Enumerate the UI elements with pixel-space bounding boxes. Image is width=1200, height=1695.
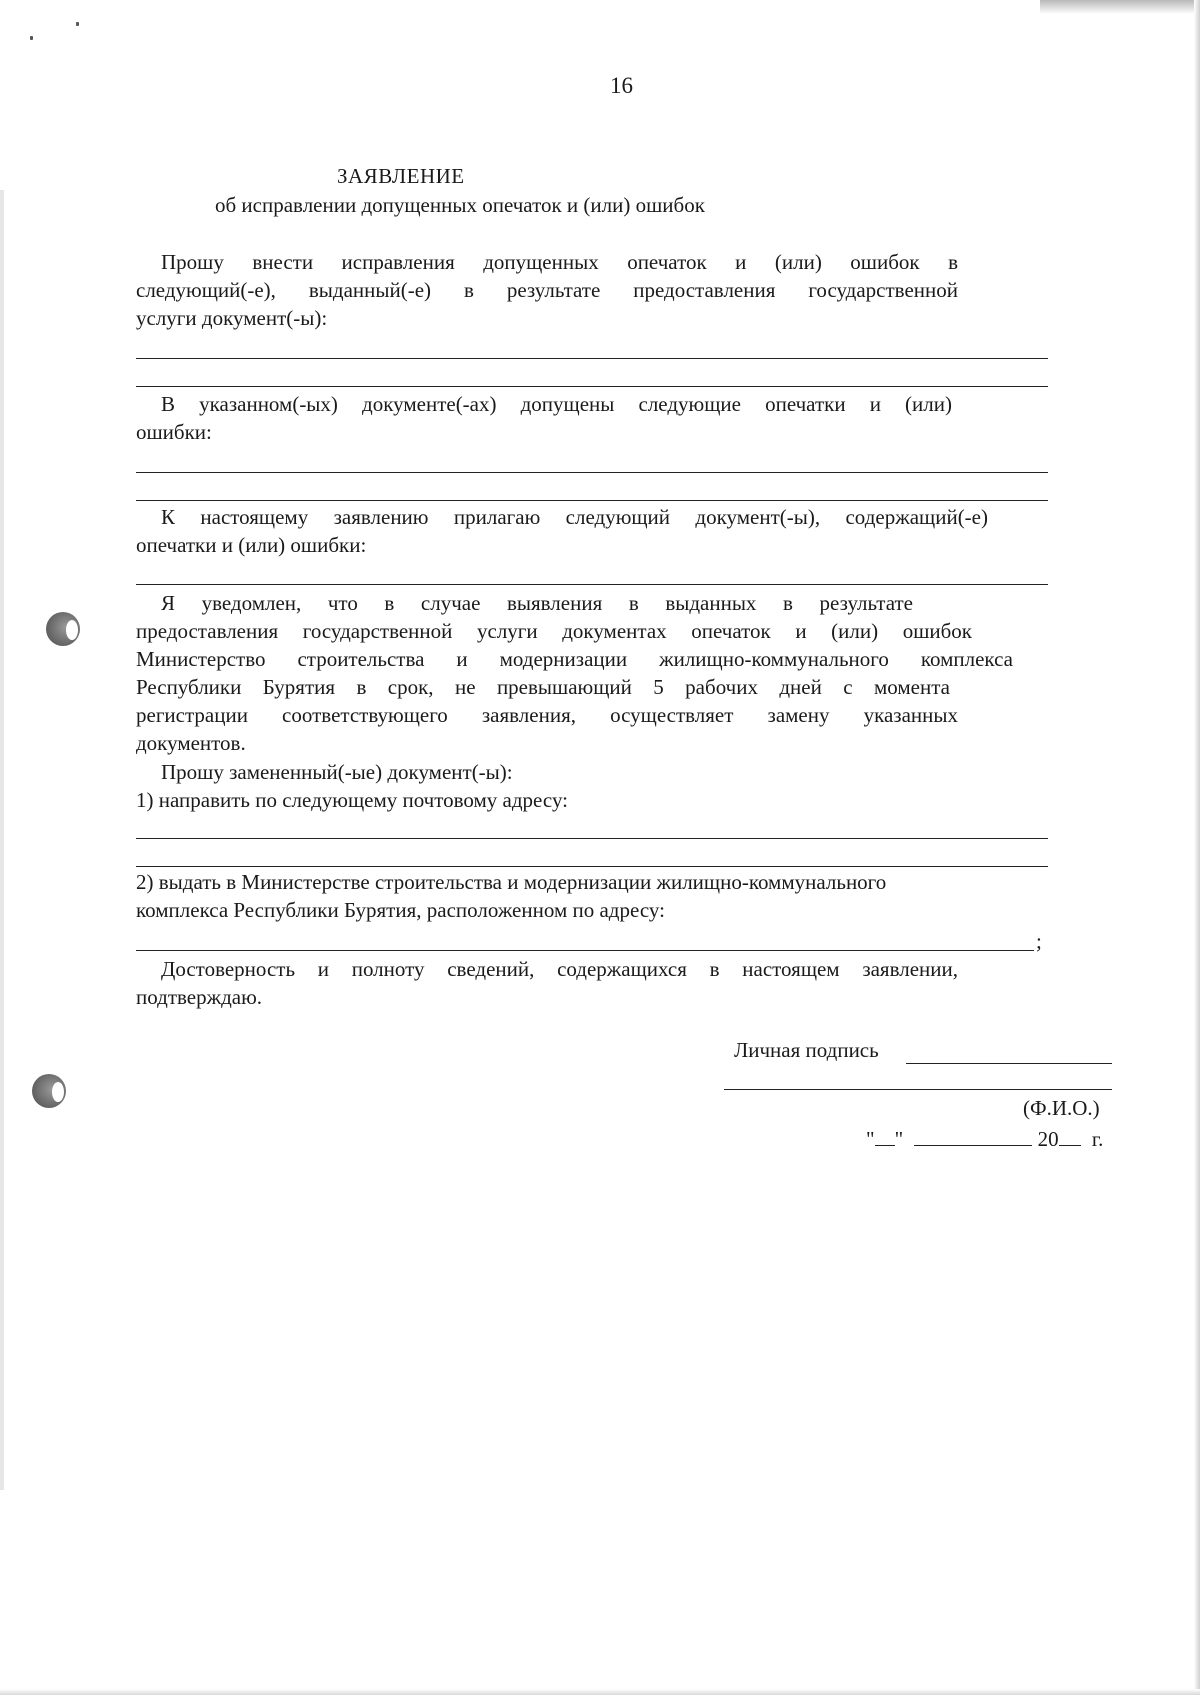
paragraph-line: К настоящему заявлению прилагаю следующий документ(-ы), содержащий(-е) — [161, 505, 988, 529]
date-close-quote: " — [894, 1127, 904, 1151]
confirmation-paragraph — [136, 955, 958, 1011]
request-line: Прошу замененный(-ые) документ(-ы): — [161, 760, 513, 784]
paragraph-line: Республики Бурятия в срок, не превышающий 5 рабочих дней с момента — [136, 675, 950, 699]
errors-fill-line[interactable] — [136, 472, 1048, 473]
scan-shadow-right — [1194, 0, 1200, 1695]
paragraph-line: документов. — [136, 731, 246, 755]
punch-hole-icon — [46, 612, 80, 646]
attachment-fill-line[interactable] — [136, 584, 1048, 585]
documents-fill-line[interactable] — [136, 386, 1048, 387]
scan-shadow-left — [0, 190, 4, 1490]
paragraph-line: услуги документ(-ы): — [136, 306, 328, 330]
paragraph-line: регистрации соответствующего заявления, осуществляет замену указанных — [136, 703, 958, 727]
paragraph-line: следующий(-е), выданный(-е) в результате предоставления государственной — [136, 278, 958, 302]
date-row — [866, 1125, 1103, 1153]
scan-speck — [76, 22, 79, 26]
paragraph-line: Министерство строительства и модернизации жилищно-коммунального комплекса — [136, 647, 1013, 671]
date-open-quote: " — [866, 1127, 875, 1151]
paragraph-line: ошибки: — [136, 420, 212, 444]
errors-paragraph — [136, 390, 952, 446]
page-number: 16 — [610, 73, 633, 98]
request-paragraph — [136, 248, 958, 332]
paragraph-line: Прошу внести исправления допущенных опечаток и (или) ошибок в — [161, 250, 958, 274]
document-subtitle: об исправлении допущенных опечаток и (или) ошибок — [215, 193, 705, 217]
paragraph-line: комплекса Республики Бурятия, расположенном по адресу: — [136, 898, 665, 922]
paragraph-line: подтверждаю. — [136, 985, 263, 1009]
punch-hole-icon — [32, 1074, 66, 1108]
signature-label: Личная подпись — [734, 1038, 879, 1062]
month-fill-line[interactable] — [914, 1125, 1032, 1146]
postal-address-fill-line[interactable] — [136, 838, 1048, 839]
fio-fill-line[interactable] — [724, 1089, 1112, 1090]
errors-fill-line[interactable] — [136, 500, 1048, 501]
year-fill-line[interactable] — [1059, 1125, 1081, 1146]
attachment-paragraph — [136, 503, 988, 559]
paragraph-line: 2) выдать в Министерстве строительства и модернизации жилищно-коммунального — [136, 870, 887, 894]
postal-address-fill-line[interactable] — [136, 866, 1048, 867]
scan-shadow-top — [1040, 0, 1200, 14]
option-mail: 1) направить по следующему почтовому адресу: — [136, 788, 568, 812]
signature-fill-line[interactable] — [906, 1063, 1112, 1064]
option-pickup — [136, 868, 1048, 924]
paragraph-line: Достоверность и полноту сведений, содержащихся в настоящем заявлении, — [161, 957, 958, 981]
day-fill-line[interactable] — [875, 1125, 895, 1146]
documents-fill-line[interactable] — [136, 358, 1048, 359]
line-semicolon: ; — [1036, 929, 1042, 953]
paragraph-line: Я уведомлен, что в случае выявления в выданных в результате — [161, 591, 913, 615]
paragraph-line: В указанном(-ых) документе(-ах) допущены следующие опечатки и (или) — [161, 392, 952, 416]
year-suffix: г. — [1091, 1127, 1104, 1151]
notification-paragraph — [136, 589, 1013, 757]
paragraph-line: опечатки и (или) ошибки: — [136, 533, 367, 557]
fio-label: (Ф.И.О.) — [1023, 1096, 1100, 1120]
scan-shadow-bottom — [0, 1689, 1200, 1695]
year-prefix: 20 — [1037, 1127, 1059, 1151]
pickup-address-fill-line[interactable] — [136, 950, 1034, 951]
scan-speck — [30, 36, 33, 40]
document-title: ЗАЯВЛЕНИЕ — [337, 164, 465, 188]
paragraph-line: предоставления государственной услуги документах опечаток и (или) ошибок — [136, 619, 972, 643]
